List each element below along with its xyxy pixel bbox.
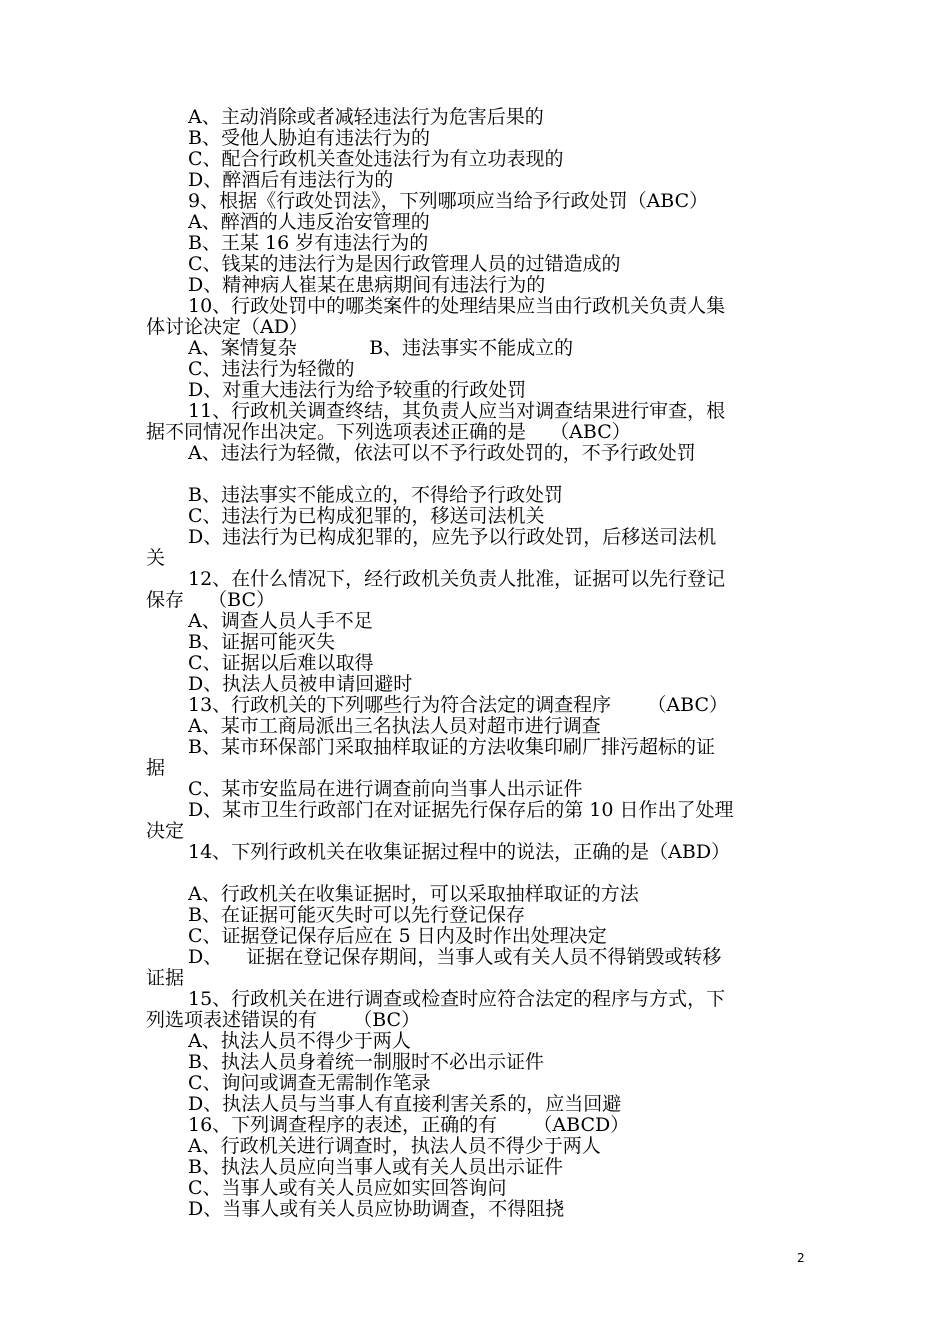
page-content bbox=[146, 107, 812, 1220]
text-line: B、违法事实不能成立的，不得给予行政处罚 bbox=[188, 484, 563, 506]
text-line: D、某市卫生行政部门在对证据先行保存后的第 10 日作出了处理 bbox=[188, 799, 734, 821]
text-line: C、违法行为已构成犯罪的，移送司法机关 bbox=[188, 505, 545, 527]
text-line: C、证据登记保存后应在 5 日内及时作出处理决定 bbox=[188, 925, 607, 947]
text-line: 关 bbox=[146, 547, 166, 569]
text-line: D、违法行为已构成犯罪的，应先予以行政处罚，后移送司法机 bbox=[188, 526, 717, 548]
text-line: B、执法人员身着统一制服时不必出示证件 bbox=[188, 1051, 544, 1073]
text-line: D、执法人员被申请回避时 bbox=[188, 673, 413, 695]
question-line: 16、下列调查程序的表述，正确的有 （ABCD） bbox=[188, 1114, 630, 1136]
text-line: D、醉酒后有违法行为的 bbox=[188, 169, 394, 191]
text-line: A、某市工商局派出三名执法人员对超市进行调查 bbox=[188, 715, 601, 737]
text-line: A、醉酒的人违反治安管理的 bbox=[188, 211, 430, 233]
text-line: C、询问或调查无需制作笔录 bbox=[188, 1072, 431, 1094]
text-line: A、行政机关进行调查时，执法人员不得少于两人 bbox=[188, 1135, 601, 1157]
text-line: 决定 bbox=[146, 820, 185, 842]
text-line: A、行政机关在收集证据时，可以采取抽样取证的方法 bbox=[188, 883, 639, 905]
question-line: 15、行政机关在进行调查或检查时应符合法定的程序与方式，下 bbox=[188, 988, 726, 1010]
text-line: 据 bbox=[146, 757, 166, 779]
text-line: C、证据以后难以取得 bbox=[188, 652, 374, 674]
text-line: D、精神病人崔某在患病期间有违法行为的 bbox=[188, 274, 546, 296]
text-line: D、执法人员与当事人有直接利害关系的，应当回避 bbox=[188, 1093, 622, 1115]
page-number: 2 bbox=[797, 1251, 805, 1265]
question-line: 11、行政机关调查终结，其负责人应当对调查结果进行审查，根 bbox=[188, 400, 726, 422]
question-line: 列选项表述错误的有 （BC） bbox=[146, 1009, 421, 1031]
question-line: 体讨论决定（AD） bbox=[146, 316, 308, 338]
question-line: 据不同情况作出决定。下列选项表述正确的是 （ABC） bbox=[146, 421, 631, 443]
blank-line bbox=[146, 863, 812, 884]
text-line: D、当事人或有关人员应协助调查，不得阻挠 bbox=[188, 1198, 565, 1220]
blank-line bbox=[146, 464, 812, 485]
text-line: A、执法人员不得少于两人 bbox=[188, 1030, 411, 1052]
text-line: D、对重大违法行为给予较重的行政处罚 bbox=[188, 379, 527, 401]
text-line: C、钱某的违法行为是因行政管理人员的过错造成的 bbox=[188, 253, 621, 275]
question-line: 10、行政处罚中的哪类案件的处理结果应当由行政机关负责人集 bbox=[188, 295, 726, 317]
text-line: A、调查人员人手不足 bbox=[188, 610, 373, 632]
text-line: A、违法行为轻微，依法可以不予行政处罚的，不予行政处罚 bbox=[188, 442, 696, 464]
text-line: A、主动消除或者减轻违法行为危害后果的 bbox=[188, 106, 544, 128]
text-line: B、执法人员应向当事人或有关人员出示证件 bbox=[188, 1156, 563, 1178]
question-line: 13、行政机关的下列哪些行为符合法定的调查程序 （ABC） bbox=[188, 694, 728, 716]
question-line: 9、根据《行政处罚法》，下列哪项应当给予行政处罚（ABC） bbox=[188, 190, 709, 212]
text-line: B、某市环保部门采取抽样取证的方法收集印刷厂排污超标的证 bbox=[188, 736, 715, 758]
text-line: C、违法行为轻微的 bbox=[188, 358, 355, 380]
text-line: C、配合行政机关查处违法行为有立功表现的 bbox=[188, 148, 564, 170]
question-line: 12、在什么情况下，经行政机关负责人批准，证据可以先行登记 bbox=[188, 568, 726, 590]
text-line: C、某市安监局在进行调查前向当事人出示证件 bbox=[188, 778, 583, 800]
question-line: 保存 （BC） bbox=[146, 589, 276, 611]
text-line: A、案情复杂 B、违法事实不能成立的 bbox=[188, 337, 574, 359]
text-line: C、当事人或有关人员应如实回答询问 bbox=[188, 1177, 507, 1199]
text-line: B、证据可能灭失 bbox=[188, 631, 335, 653]
text-line: B、王某 16 岁有违法行为的 bbox=[188, 232, 429, 254]
text-line: D、 证据在登记保存期间，当事人或有关人员不得销毁或转移 bbox=[188, 946, 722, 968]
text-line: B、在证据可能灭失时可以先行登记保存 bbox=[188, 904, 525, 926]
question-line: 14、下列行政机关在收集证据过程中的说法，正确的是（ABD） bbox=[188, 841, 731, 863]
text-line: B、受他人胁迫有违法行为的 bbox=[188, 127, 430, 149]
text-line: 证据 bbox=[146, 967, 185, 989]
